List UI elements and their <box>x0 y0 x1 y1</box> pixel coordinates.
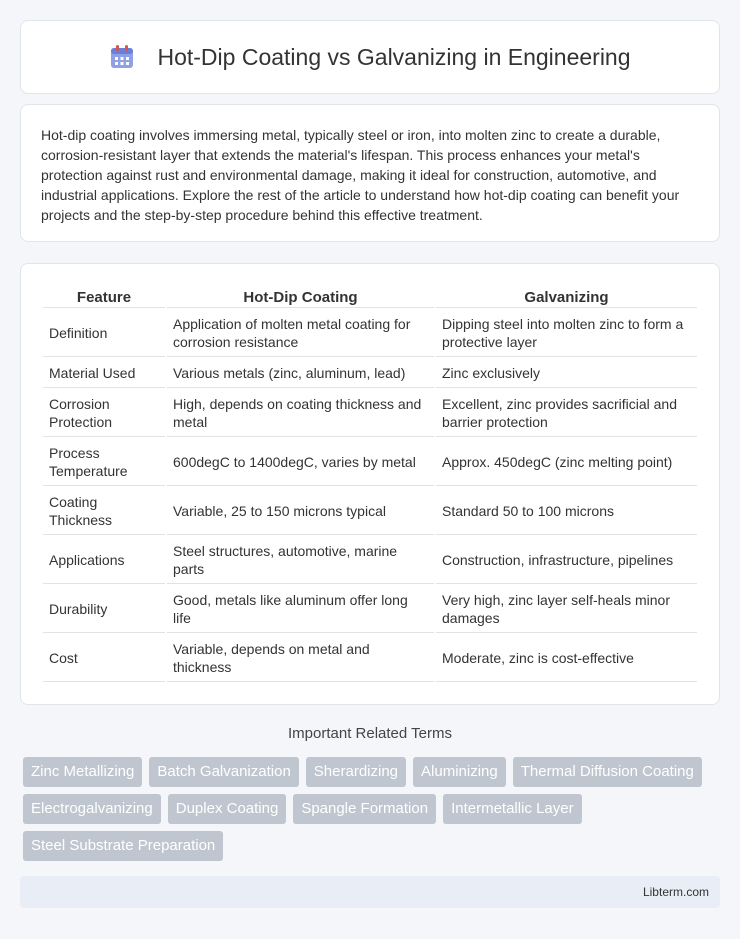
header-feature: Feature <box>43 286 165 308</box>
cell-hot-dip: 600degC to 1400degC, varies by metal <box>167 439 434 486</box>
cell-feature: Definition <box>43 310 165 357</box>
comparison-table-card <box>20 263 720 705</box>
term-tag[interactable]: Batch Galvanization <box>149 757 298 787</box>
term-tag[interactable]: Thermal Diffusion Coating <box>513 757 702 787</box>
term-tag[interactable]: Sherardizing <box>306 757 406 787</box>
cell-galvanizing: Moderate, zinc is cost-effective <box>436 635 697 682</box>
table-row <box>43 310 697 357</box>
cell-feature: Material Used <box>43 359 165 388</box>
term-tag[interactable]: Spangle Formation <box>293 794 436 824</box>
header-hot-dip: Hot-Dip Coating <box>167 286 434 308</box>
cell-hot-dip: Various metals (zinc, aluminum, lead) <box>167 359 434 388</box>
cell-hot-dip: Variable, depends on metal and thickness <box>167 635 434 682</box>
title-card <box>20 20 720 94</box>
cell-feature: Durability <box>43 586 165 633</box>
term-tag[interactable]: Intermetallic Layer <box>443 794 582 824</box>
cell-feature: Corrosion Protection <box>43 390 165 437</box>
table-row <box>43 390 697 437</box>
term-tag[interactable]: Zinc Metallizing <box>23 757 142 787</box>
table-header-row <box>43 286 697 308</box>
cell-hot-dip: Application of molten metal coating for corrosion resistance <box>167 310 434 357</box>
table-row <box>43 537 697 584</box>
table-row <box>43 488 697 535</box>
comparison-table <box>41 284 699 684</box>
cell-galvanizing: Very high, zinc layer self-heals minor damages <box>436 586 697 633</box>
cell-hot-dip: Good, metals like aluminum offer long life <box>167 586 434 633</box>
related-terms-list <box>23 757 723 861</box>
term-tag[interactable]: Electrogalvanizing <box>23 794 161 824</box>
cell-hot-dip: Steel structures, automotive, marine parts <box>167 537 434 584</box>
cell-feature: Applications <box>43 537 165 584</box>
footer <box>20 876 720 908</box>
term-tag[interactable]: Aluminizing <box>413 757 506 787</box>
cell-galvanizing: Excellent, zinc provides sacrificial and barrier protection <box>436 390 697 437</box>
cell-feature: Coating Thickness <box>43 488 165 535</box>
cell-galvanizing: Standard 50 to 100 microns <box>436 488 697 535</box>
cell-hot-dip: Variable, 25 to 150 microns typical <box>167 488 434 535</box>
intro-card <box>20 104 720 242</box>
cell-hot-dip: High, depends on coating thickness and metal <box>167 390 434 437</box>
related-terms-title: Important Related Terms <box>288 725 452 742</box>
cell-feature: Process Temperature <box>43 439 165 486</box>
term-tag[interactable]: Duplex Coating <box>168 794 287 824</box>
cell-galvanizing: Approx. 450degC (zinc melting point) <box>436 439 697 486</box>
table-row <box>43 439 697 486</box>
cell-galvanizing: Dipping steel into molten zinc to form a protective layer <box>436 310 697 357</box>
cell-galvanizing: Construction, infrastructure, pipelines <box>436 537 697 584</box>
table-row <box>43 586 697 633</box>
page-title: Hot-Dip Coating vs Galvanizing in Engineering <box>157 43 631 70</box>
header-galvanizing: Galvanizing <box>436 286 697 308</box>
intro-text: Hot-dip coating involves immersing metal, typically steel or iron, into molten zinc to create a durable, corrosion-resistant layer that extends the material's lifespan. This process enhances your metal's protection against rust and environmental damage, making it ideal for construction, automotive, and industrial applications. Explore the rest of the article to understand how hot-dip coating can benefit your projects and the step-by-step procedure behind this effective treatment. <box>41 127 680 223</box>
footer-brand-link[interactable]: Libterm.com <box>642 885 709 899</box>
cell-galvanizing: Zinc exclusively <box>436 359 697 388</box>
cell-feature: Cost <box>43 635 165 682</box>
table-row <box>43 359 697 388</box>
table-row <box>43 635 697 682</box>
term-tag[interactable]: Steel Substrate Preparation <box>23 831 223 861</box>
calendar-icon <box>109 44 135 70</box>
